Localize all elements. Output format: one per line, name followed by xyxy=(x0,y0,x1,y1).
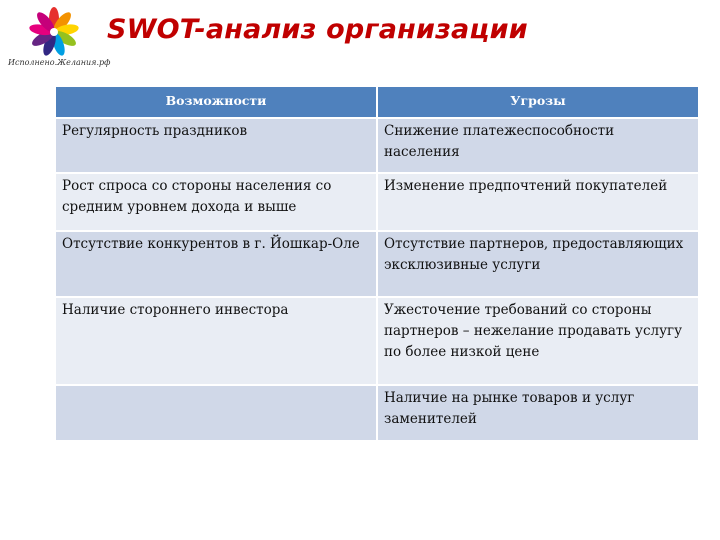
logo-text: Исполнено.Желания.рф xyxy=(8,58,111,67)
threat-cell: Снижение платежеспособности населения xyxy=(377,118,699,173)
opportunity-cell: Регулярность праздников xyxy=(55,118,377,173)
opportunity-cell: Наличие стороннего инвестора xyxy=(55,297,377,385)
opportunity-cell: Отсутствие конкурентов в г. Йошкар-Оле xyxy=(55,231,377,297)
table-header-row xyxy=(55,86,699,118)
table-row xyxy=(55,385,699,441)
threat-cell: Наличие на рынке товаров и услуг заменителей xyxy=(377,385,699,441)
logo xyxy=(8,6,111,78)
swot-table xyxy=(54,85,700,442)
table-row xyxy=(55,118,699,173)
flower-logo-icon xyxy=(26,6,82,58)
table-row xyxy=(55,173,699,231)
table-row xyxy=(55,231,699,297)
threat-cell: Отсутствие партнеров, предоставляющих эксклюзивные услуги xyxy=(377,231,699,297)
header-opportunities: Возможности xyxy=(55,86,377,118)
opportunity-cell: Рост спроса со стороны населения со средним уровнем дохода и выше xyxy=(55,173,377,231)
threat-cell: Ужесточение требований со стороны партнеров – нежелание продавать услугу по более низкой цене xyxy=(377,297,699,385)
header-threats: Угрозы xyxy=(377,86,699,118)
table-row xyxy=(55,297,699,385)
threat-cell: Изменение предпочтений покупателей xyxy=(377,173,699,231)
opportunity-cell xyxy=(55,385,377,441)
page-title: SWOT-анализ организации xyxy=(107,14,528,45)
